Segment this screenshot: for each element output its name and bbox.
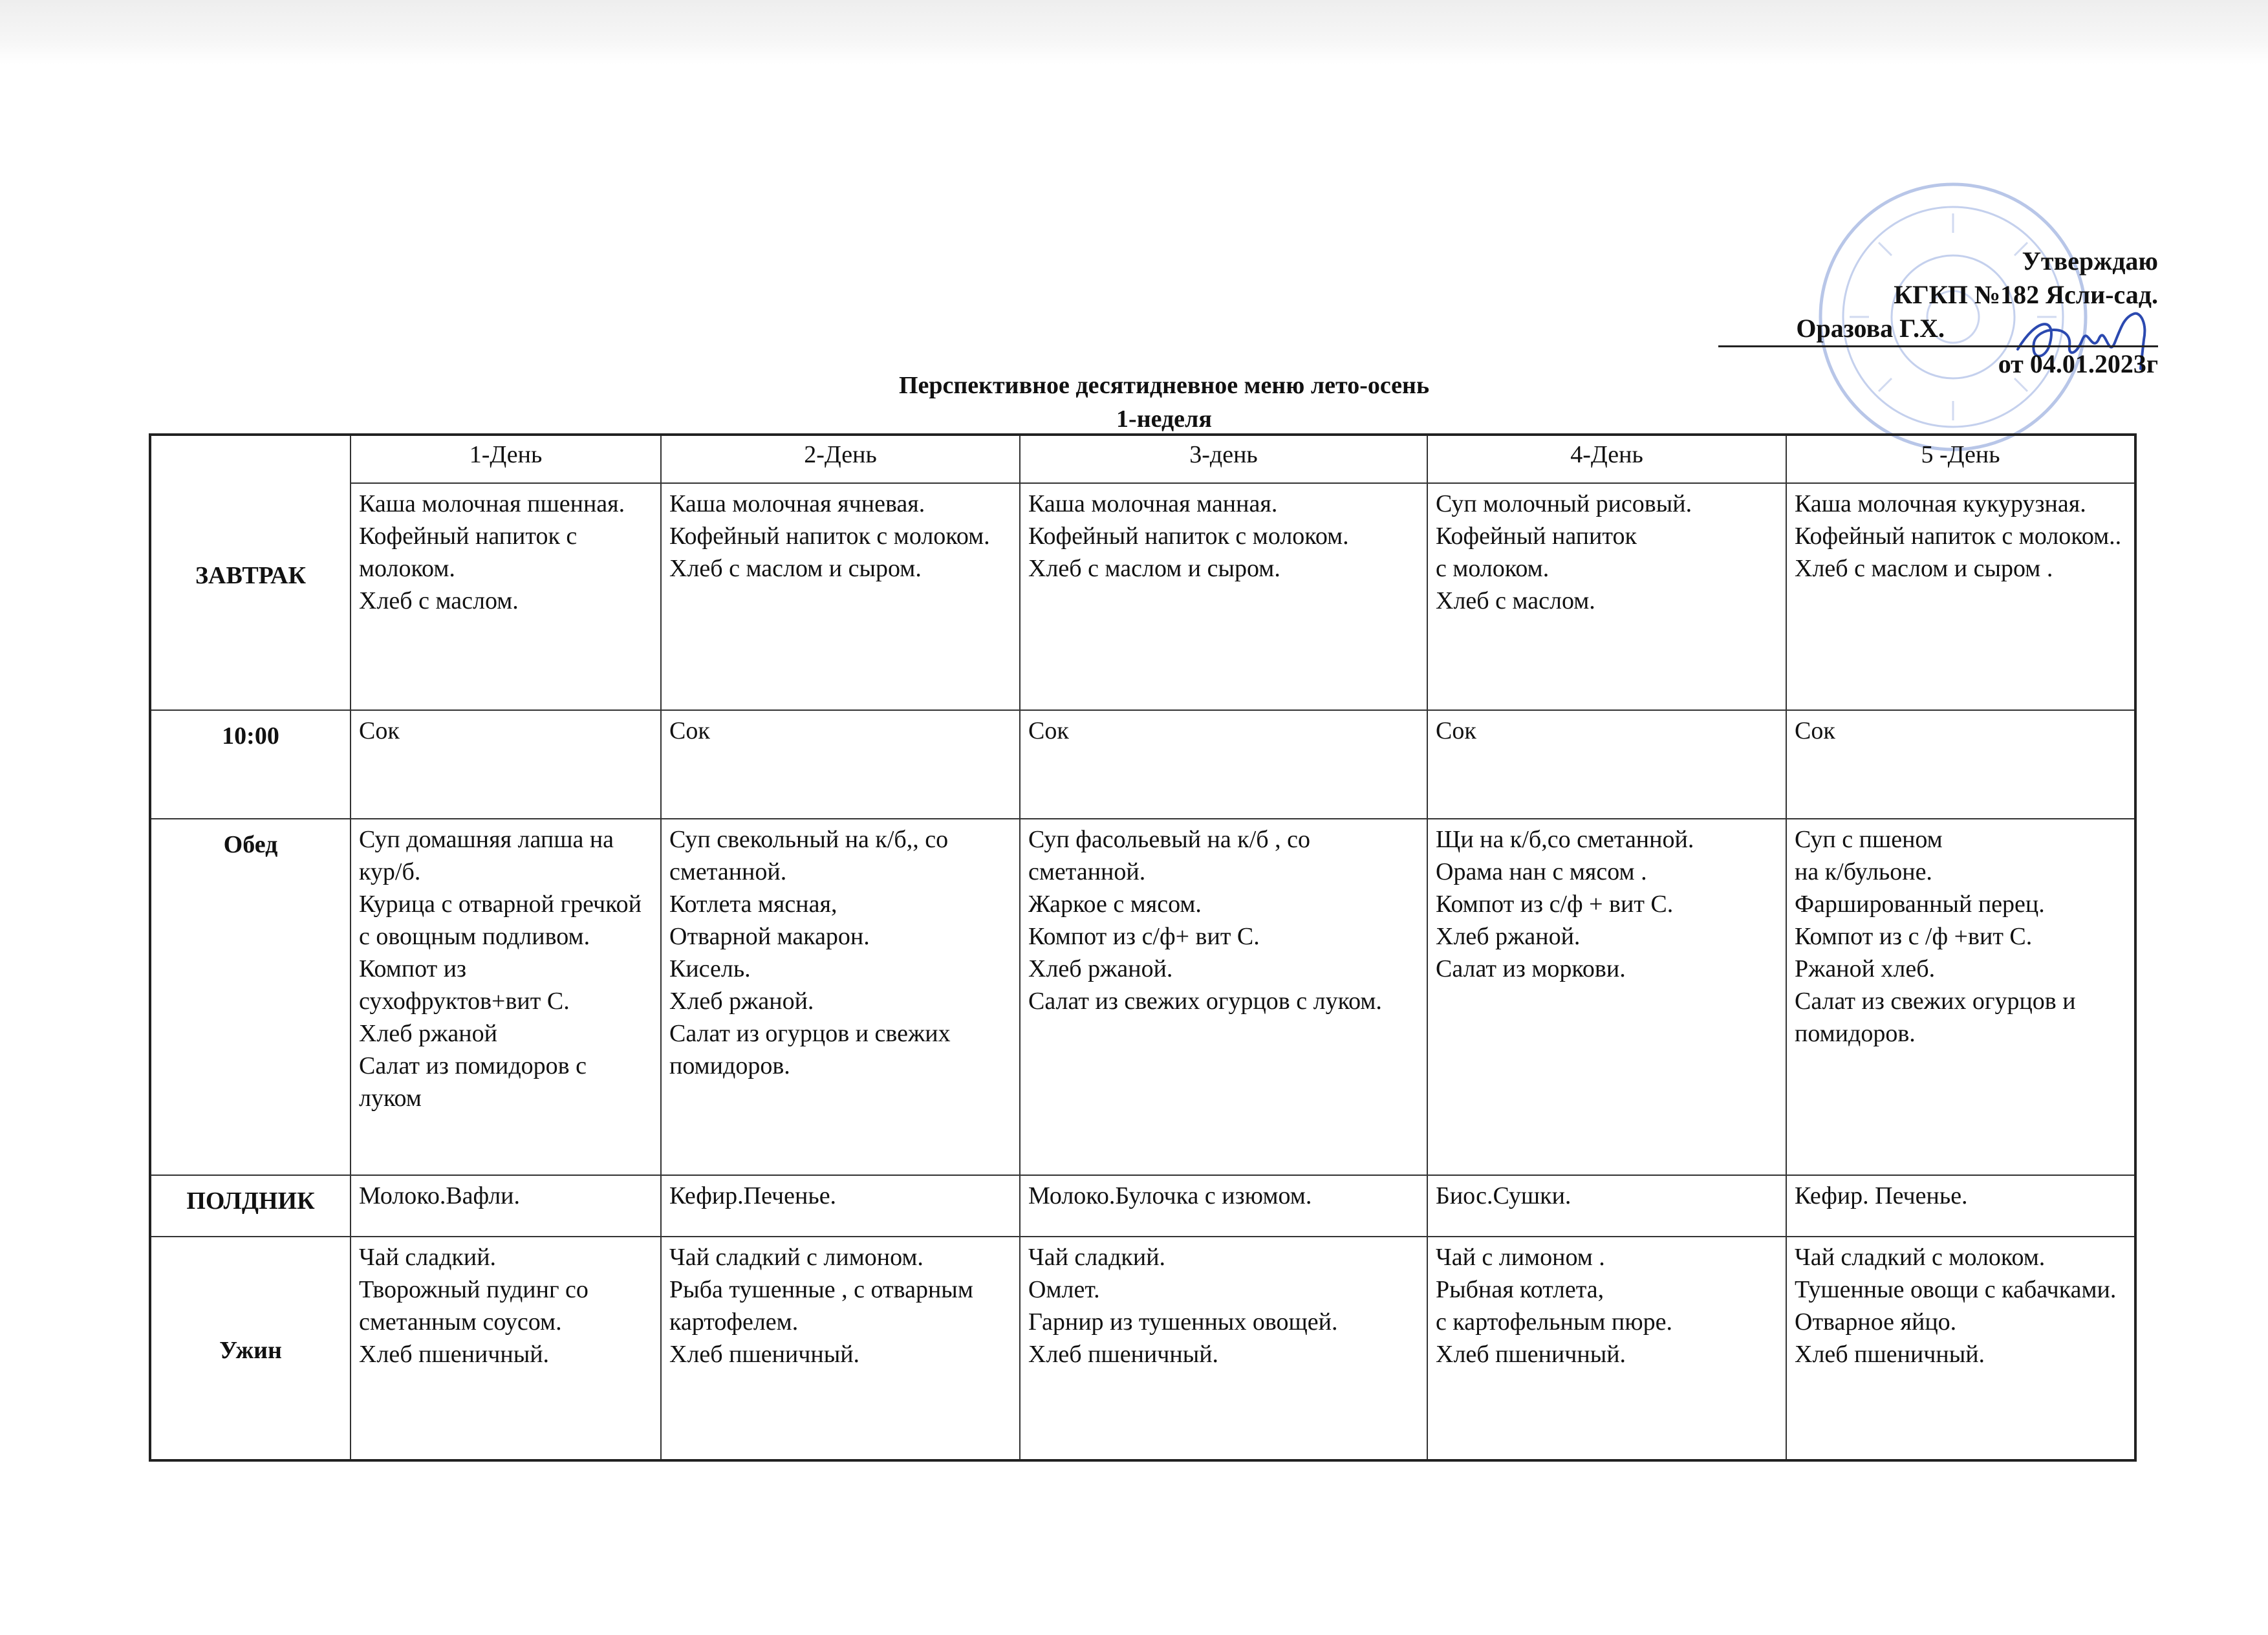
menu-cell <box>1786 1175 2135 1236</box>
dish-item: Кефир. Печенье. <box>1795 1182 1968 1210</box>
dish-item: Кофейный напиток с молоком. <box>359 522 578 582</box>
menu-cell <box>1427 710 1786 819</box>
menu-cell <box>1786 483 2135 711</box>
dish-item: Компот из сухофруктов+вит С. <box>359 955 570 1015</box>
dish-item: Сок <box>1436 717 1476 745</box>
menu-cell <box>1020 483 1427 711</box>
table-row <box>150 483 2135 711</box>
dish-item: Тушенные овощи с кабачками. <box>1795 1275 2117 1303</box>
dish-item: Компот из с/ф + вит С. <box>1436 891 1674 918</box>
dish-item: Рыбная котлета, <box>1436 1275 1604 1303</box>
dish-item: Суп с пшеном <box>1795 826 1943 854</box>
dish-item: Отварной макарон. <box>669 923 870 951</box>
day-header: 3-день <box>1020 435 1427 483</box>
dish-item: Омлет. <box>1028 1275 1100 1303</box>
dish-item: Ржаной хлеб. <box>1795 955 1936 983</box>
meal-label: Ужин <box>150 1237 351 1460</box>
dish-item: Хлеб ржаной. <box>1028 955 1173 983</box>
dish-item: Биос.Сушки. <box>1436 1182 1571 1210</box>
menu-cell <box>661 1237 1020 1460</box>
dish-item: Салат из огурцов и свежих помидоров. <box>669 1020 951 1080</box>
approval-organization: КГКП №182 Ясли-сад. <box>1894 280 2158 309</box>
dish-item: Молоко.Булочка с изюмом. <box>1028 1182 1312 1210</box>
dish-item: Фаршированный перец. <box>1795 891 2045 918</box>
menu-cell <box>351 1175 661 1236</box>
dish-item: Каша молочная ячневая. <box>669 490 925 517</box>
day-header: 1-День <box>351 435 661 483</box>
dish-item: Суп домашняя лапша на кур/б. <box>359 826 614 886</box>
dish-item: Хлеб с маслом и сыром. <box>669 554 922 582</box>
dish-item: с молоком. <box>1436 554 1550 582</box>
table-row <box>150 710 2135 819</box>
table-row <box>150 1175 2135 1236</box>
dish-item: Молоко.Вафли. <box>359 1182 521 1210</box>
menu-cell <box>351 819 661 1175</box>
dish-item: Хлеб пшеничный. <box>1028 1340 1219 1368</box>
menu-table <box>149 433 2137 1462</box>
scan-edge-shadow <box>0 0 2268 65</box>
menu-cell <box>1786 819 2135 1175</box>
dish-item: Хлеб с маслом и сыром . <box>1795 554 2053 582</box>
menu-cell <box>1427 1237 1786 1460</box>
dish-item: Хлеб с маслом. <box>359 587 519 614</box>
dish-item: Жаркое с мясом. <box>1028 891 1202 918</box>
title-line-week: 1-неделя <box>1116 406 1212 433</box>
dish-item: Кисель. <box>669 955 751 983</box>
approval-block <box>1718 244 2158 381</box>
day-header: 2-День <box>661 435 1020 483</box>
dish-item: Хлеб пшеничный. <box>669 1340 860 1368</box>
title-line-main: Перспективное десятидневное меню лето-осень <box>898 372 1430 399</box>
dish-item: Сок <box>1028 717 1069 745</box>
dish-item: Чай сладкий. <box>359 1243 497 1271</box>
menu-cell <box>661 710 1020 819</box>
menu-cell <box>1020 1175 1427 1236</box>
dish-item: Отварное яйцо. <box>1795 1308 1957 1336</box>
dish-item: Курица с отварной гречкой с овощным подливом. <box>359 891 642 951</box>
dish-item: Сок <box>669 717 710 745</box>
menu-cell <box>351 483 661 711</box>
dish-item: Гарнир из тушенных овощей. <box>1028 1308 1338 1336</box>
dish-item: Сок <box>1795 717 1835 745</box>
menu-cell <box>1427 483 1786 711</box>
dish-item: Кефир.Печенье. <box>669 1182 837 1210</box>
dish-item: с картофельным пюре. <box>1436 1308 1673 1336</box>
menu-cell <box>1427 1175 1786 1236</box>
page-title <box>647 369 1681 436</box>
header-row <box>150 435 2135 483</box>
meal-label: Обед <box>150 819 351 1175</box>
dish-item: Каша молочная кукурузная. <box>1795 490 2086 517</box>
dish-item: Сок <box>359 717 400 745</box>
menu-cell <box>351 1237 661 1460</box>
approval-director <box>1718 312 2158 347</box>
dish-item: Чай сладкий с молоком. <box>1795 1243 2046 1271</box>
menu-cell <box>1020 1237 1427 1460</box>
dish-item: Салат из помидоров с луком <box>359 1052 587 1112</box>
dish-item: Орама нан с мясом . <box>1436 858 1647 886</box>
menu-cell <box>661 483 1020 711</box>
meal-label: ПОЛДНИК <box>150 1175 351 1236</box>
day-header: 4-День <box>1427 435 1786 483</box>
dish-item: Котлета мясная, <box>669 891 837 918</box>
dish-item: Хлеб ржаной. <box>669 988 814 1015</box>
menu-cell <box>661 819 1020 1175</box>
dish-item: Салат из моркови. <box>1436 955 1626 983</box>
meal-label: ЗАВТРАК <box>150 435 351 710</box>
meal-label: 10:00 <box>150 710 351 819</box>
dish-item: Хлеб пшеничный. <box>1436 1340 1626 1368</box>
dish-item: Кофейный напиток с молоком. <box>1028 522 1349 550</box>
dish-item: Творожный пудинг со сметанным соусом. <box>359 1275 589 1336</box>
dish-item: Хлеб пшеничный. <box>1795 1340 1985 1368</box>
menu-cell <box>1020 819 1427 1175</box>
dish-item: Суп фасольевый на к/б , со сметанной. <box>1028 826 1310 886</box>
director-name: Оразова Г.Х. <box>1796 314 1945 343</box>
dish-item: Салат из свежих огурцов и помидоров. <box>1795 988 2076 1048</box>
menu-cell <box>1786 1237 2135 1460</box>
dish-item: Щи на к/б,со сметанной. <box>1436 826 1694 854</box>
menu-cell <box>351 710 661 819</box>
dish-item: Компот из с /ф +вит С. <box>1795 923 2033 951</box>
dish-item: Салат из свежих огурцов с луком. <box>1028 988 1382 1015</box>
dish-item: Кофейный напиток <box>1436 522 1637 550</box>
dish-item: Каша молочная пшенная. <box>359 490 625 517</box>
dish-item: Суп свекольный на к/б,, со сметанной. <box>669 826 949 886</box>
table-row <box>150 819 2135 1175</box>
menu-cell <box>1020 710 1427 819</box>
dish-item: Чай сладкий. <box>1028 1243 1166 1271</box>
dish-item: Хлеб ржаной. <box>1436 923 1581 951</box>
dish-item: Компот из с/ф+ вит С. <box>1028 923 1260 951</box>
dish-item: Каша молочная манная. <box>1028 490 1278 517</box>
menu-cell <box>1786 710 2135 819</box>
dish-item: Хлеб с маслом и сыром. <box>1028 554 1280 582</box>
approval-heading: Утверждаю <box>2022 246 2158 276</box>
dish-item: на к/бульоне. <box>1795 858 1932 886</box>
table-row <box>150 1237 2135 1460</box>
approval-date: от 04.01.2023г <box>1998 349 2158 378</box>
dish-item: Чай сладкий с лимоном. <box>669 1243 923 1271</box>
menu-cell <box>661 1175 1020 1236</box>
dish-item: Суп молочный рисовый. <box>1436 490 1692 517</box>
dish-item: Кофейный напиток с молоком.. <box>1795 522 2122 550</box>
dish-item: Рыба тушенные , с отварным картофелем. <box>669 1275 973 1336</box>
day-header: 5 -День <box>1786 435 2135 483</box>
menu-cell <box>1427 819 1786 1175</box>
dish-item: Чай с лимоном . <box>1436 1243 1605 1271</box>
dish-item: Хлеб с маслом. <box>1436 587 1595 614</box>
dish-item: Хлеб пшеничный. <box>359 1340 550 1368</box>
dish-item: Хлеб ржаной <box>359 1020 497 1048</box>
dish-item: Кофейный напиток с молоком. <box>669 522 990 550</box>
